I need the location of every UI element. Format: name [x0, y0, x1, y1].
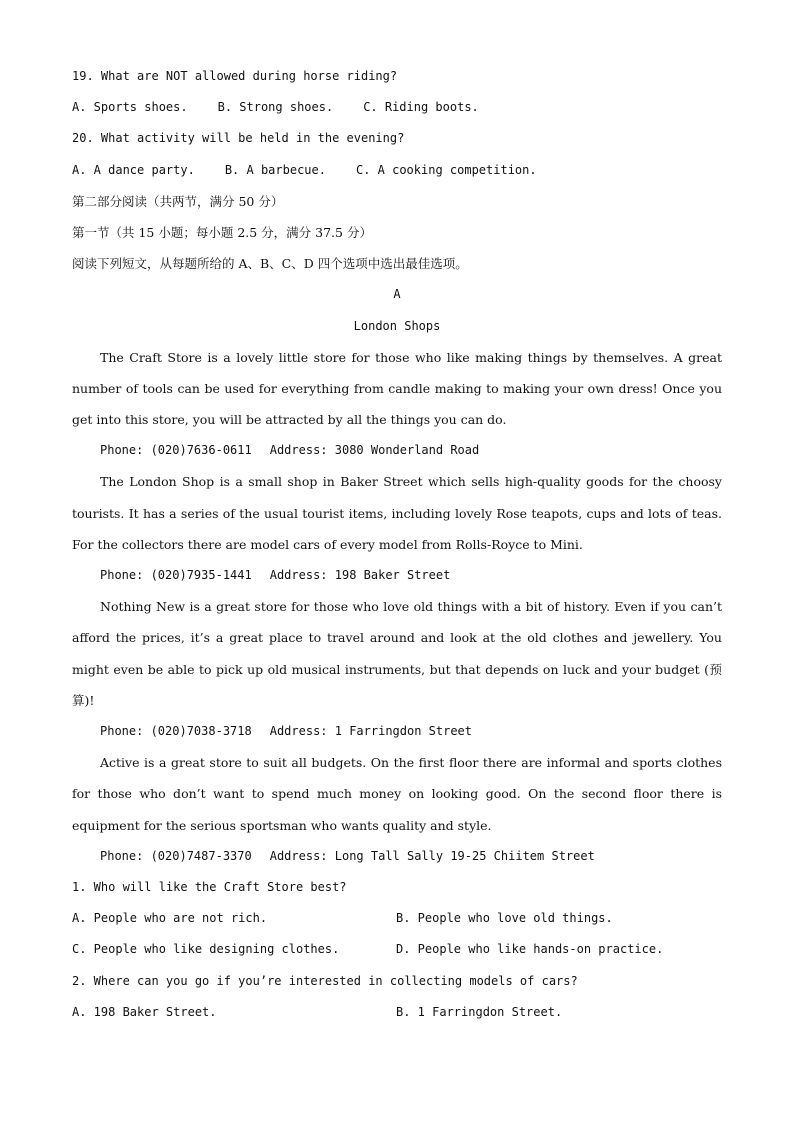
question-20: 20. What activity will be held in the evening?	[72, 131, 405, 146]
question-2-options-row-1	[72, 997, 722, 1028]
option-c: C. Riding boots.	[363, 100, 479, 115]
exam-page	[72, 61, 722, 1028]
shop-contact	[72, 716, 722, 747]
option-c: C. People who like designing clothes.	[72, 942, 340, 957]
question-20-options	[72, 155, 722, 186]
question-1-options-row-1	[72, 903, 722, 934]
shop-phone: Phone: (020)7935-1441	[100, 568, 252, 583]
shop-paragraph-craft-store: The Craft Store is a lovely little store for those who like making things by themselves. A great number of tools can be used for everything from candle making to making your own dress! Once you get into this store, you will be attracted by all the things you can do.	[72, 349, 722, 428]
question-19: 19. What are NOT allowed during horse riding?	[72, 69, 398, 83]
section-title: 第一节（共 15 小题；每小题 2.5 分，满分 37.5 分）	[72, 224, 372, 240]
shop-paragraph-london-shop: The London Shop is a small shop in Baker Street which sells high-quality goods for the choosy tourists. It has a series of the usual tourist items, including lovely Rose teapots, cups and lots of teas. For the collectors there are model cars of every model from Rolls-Royce to Mini.	[72, 474, 722, 552]
shop-address: Address: Long Tall Sally 19-25 Chiitem Street	[269, 848, 595, 863]
shop-address: Address: 3080 Wonderland Road	[269, 443, 480, 458]
option-a: A. 198 Baker Street.	[72, 1004, 217, 1019]
shop-paragraph-nothing-new: Nothing New is a great store for those who love old things with a bit of history. Even if you can’t afford the prices, it’s a great place to travel around and look at the old clothes and jewellery. You might even be able to pick up old musical instruments, but that depends on luck and your budget (预算)!	[72, 599, 722, 708]
instructions: 阅读下列短文，从每题所给的 A、B、C、D 四个选项中选出最佳选项。	[72, 256, 468, 272]
question-2: 2. Where can you go if you’re interested in collecting models of cars?	[72, 973, 578, 988]
question-1: 1. Who will like the Craft Store best?	[72, 880, 347, 895]
shop-contact	[72, 560, 722, 591]
option-b: B. 1 Farringdon Street.	[396, 1004, 563, 1019]
shop-phone: Phone: (020)7487-3370	[100, 848, 252, 863]
shop-phone: Phone: (020)7038-3718	[100, 724, 252, 739]
option-a: A. People who are not rich.	[72, 911, 268, 926]
option-b: B. People who love old things.	[396, 911, 613, 926]
shop-paragraph-active: Active is a great store to suit all budgets. On the first floor there are informal and sports clothes for those who don’t want to spend much money on looking good. On the second floor there is equipment for the serious sportsman who wants quality and style.	[72, 755, 722, 833]
shop-contact	[72, 435, 722, 466]
option-a: A. Sports shoes.	[72, 100, 188, 115]
question-1-options-row-2	[72, 934, 722, 965]
part-title: 第二部分阅读（共两节，满分 50 分）	[72, 193, 284, 209]
passage-title: London Shops	[353, 318, 441, 333]
option-b: B. A barbecue.	[224, 162, 326, 177]
option-c: C. A cooking competition.	[355, 162, 537, 177]
passage-letter: A	[393, 287, 401, 302]
option-a: A. A dance party.	[72, 162, 195, 177]
shop-contact	[72, 841, 722, 872]
shop-address: Address: 1 Farringdon Street	[269, 724, 473, 739]
option-b: B. Strong shoes.	[217, 100, 334, 115]
question-19-options	[72, 92, 722, 123]
shop-address: Address: 198 Baker Street	[269, 568, 451, 583]
option-d: D. People who like hands-on practice.	[396, 942, 664, 957]
shop-phone: Phone: (020)7636-0611	[100, 443, 252, 458]
